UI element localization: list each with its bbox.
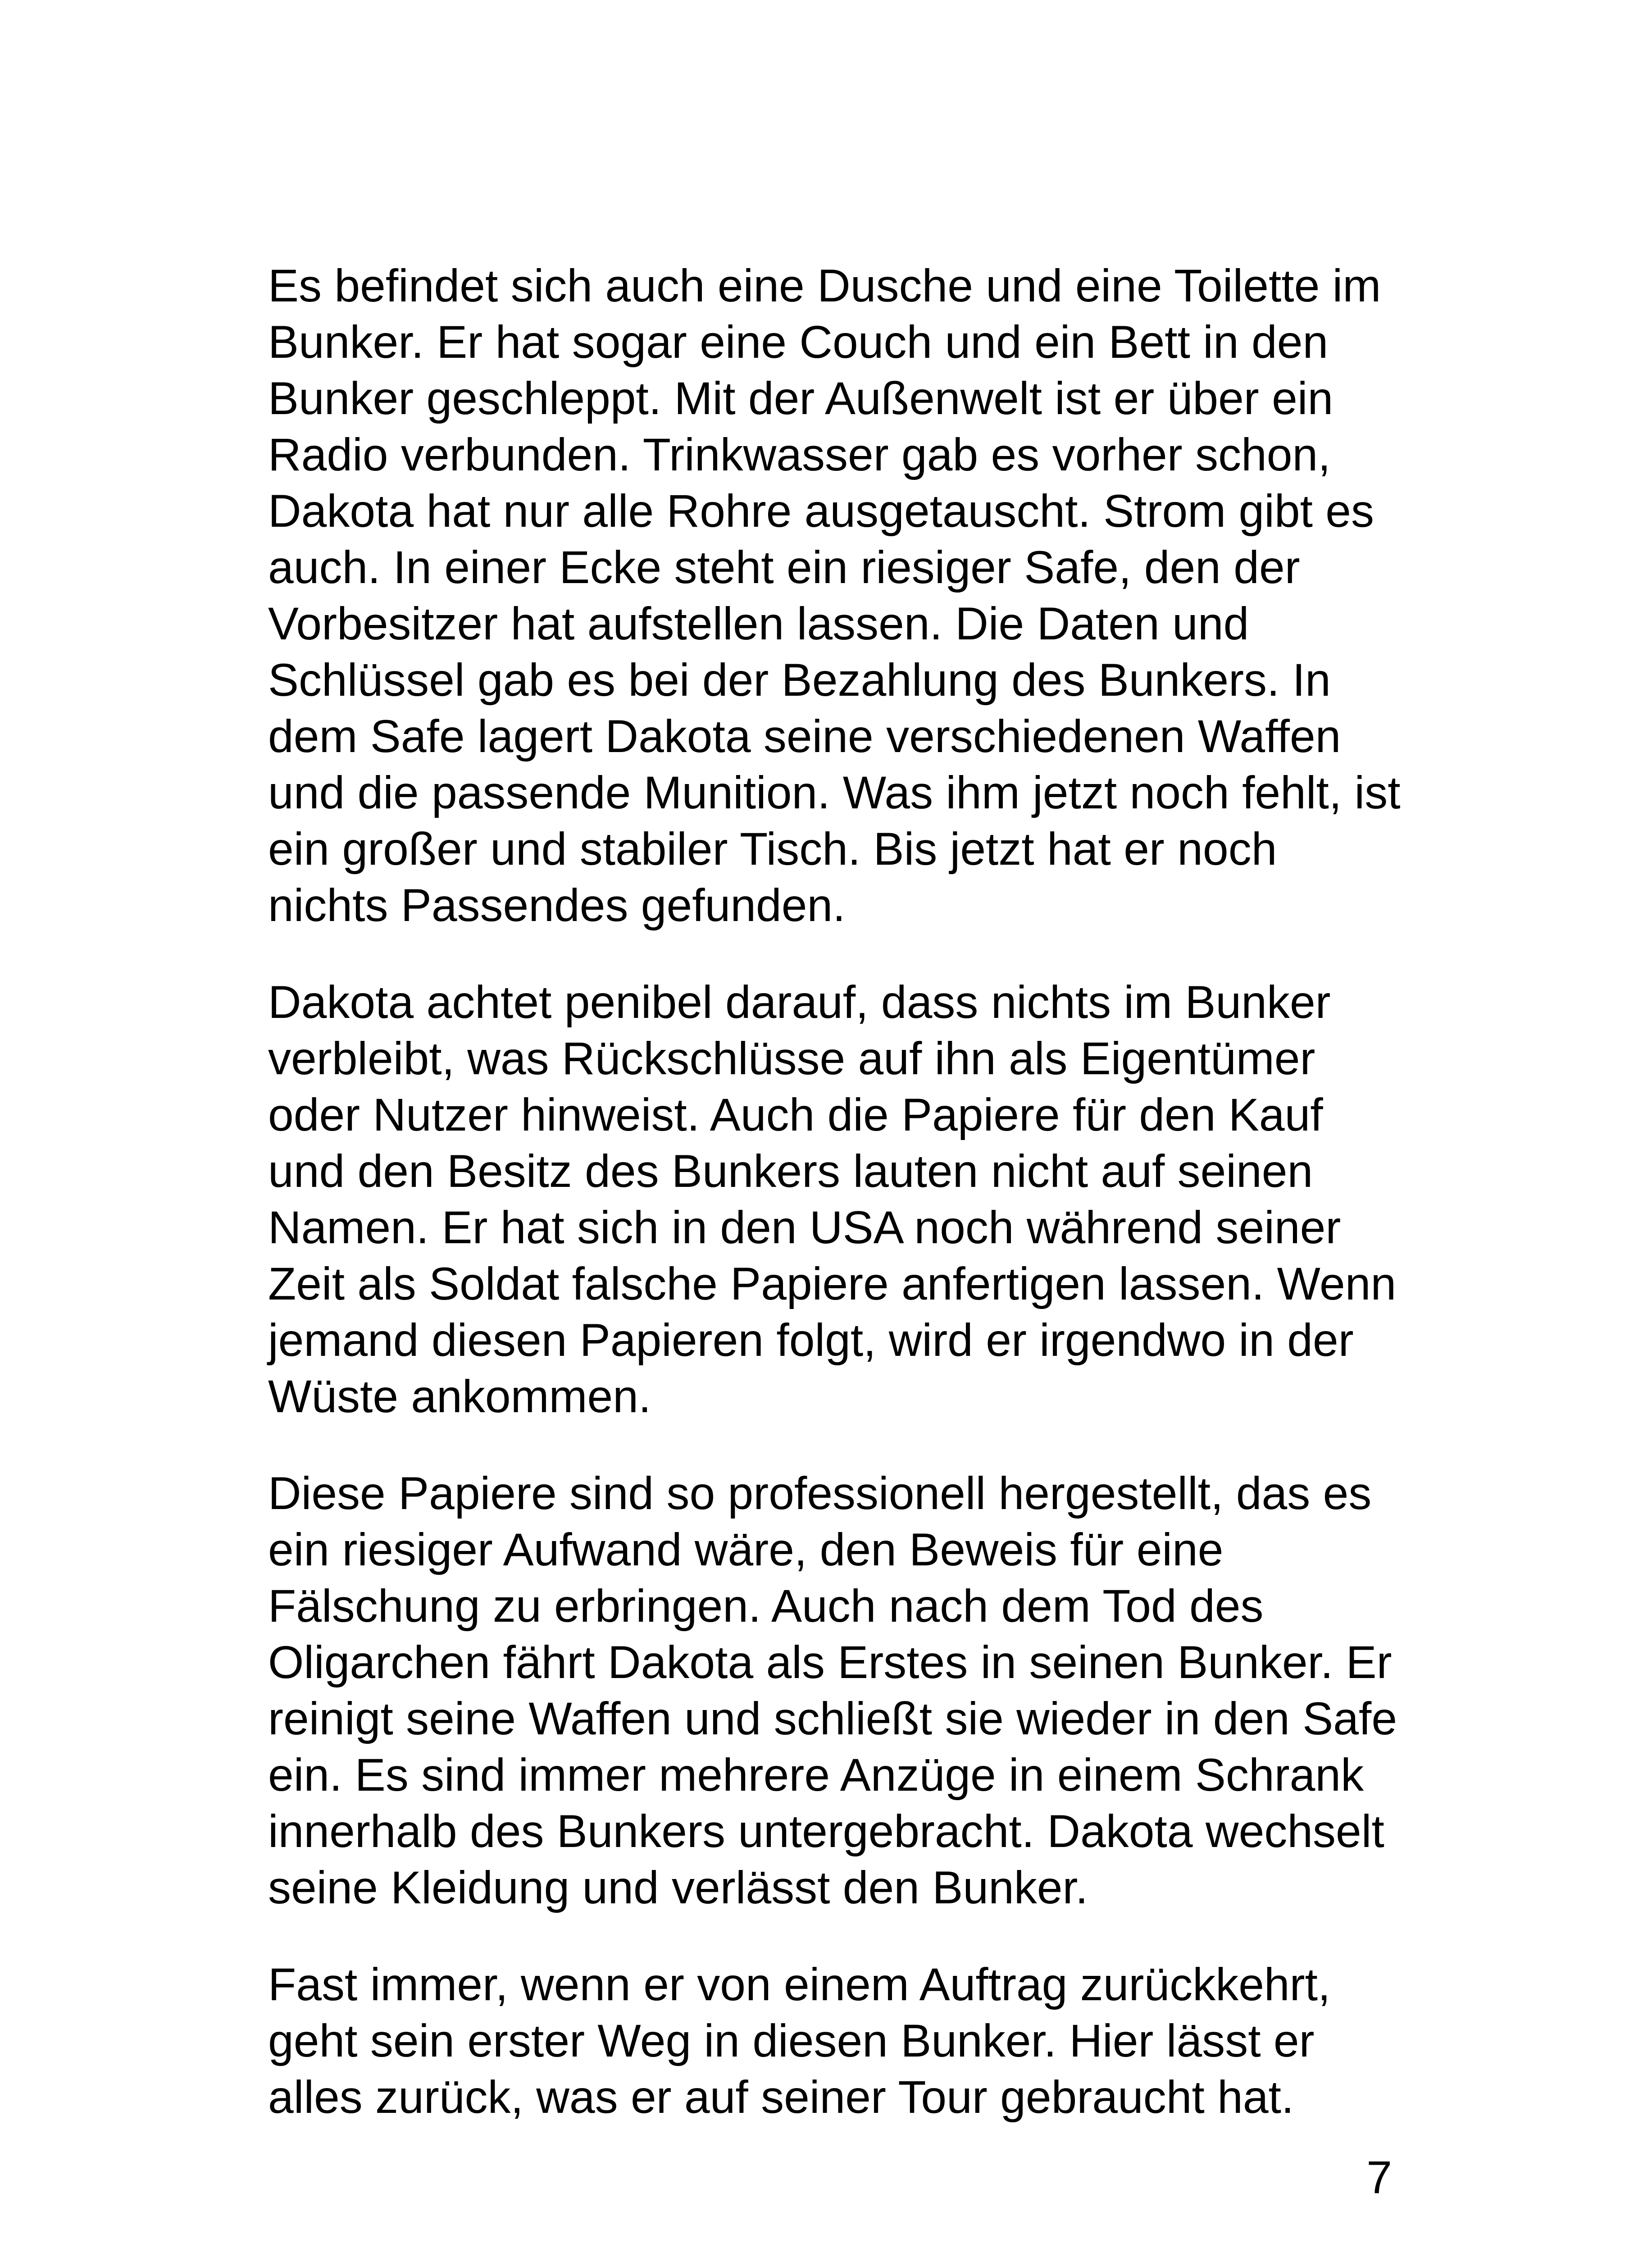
text-line: Dakota hat nur alle Rohre ausgetauscht. Strom gibt es: [268, 485, 1374, 537]
text-line: innerhalb des Bunkers untergebracht. Dakota wechselt: [268, 1806, 1384, 1857]
paragraph-1: [268, 258, 1421, 934]
text-line: geht sein erster Weg in diesen Bunker. Hier lässt er: [268, 2015, 1315, 2066]
text-line: Namen. Er hat sich in den USA noch während seiner: [268, 1202, 1341, 1253]
page-number: 7: [1366, 2152, 1392, 2203]
text-line: alles zurück, was er auf seiner Tour gebraucht hat.: [268, 2071, 1294, 2123]
text-line: Bunker. Er hat sogar eine Couch und ein Bett in den: [268, 316, 1329, 368]
text-line: Vorbesitzer hat aufstellen lassen. Die Daten und: [268, 598, 1249, 649]
text-line: Fast immer, wenn er von einem Auftrag zurückkehrt,: [268, 1959, 1331, 2010]
text-line: Dakota achtet penibel darauf, dass nichts im Bunker: [268, 976, 1331, 1028]
text-line: ein. Es sind immer mehrere Anzüge in einem Schrank: [268, 1749, 1364, 1801]
text-line: ein riesiger Aufwand wäre, den Beweis für eine: [268, 1524, 1224, 1575]
text-line: Zeit als Soldat falsche Papiere anfertigen lassen. Wenn: [268, 1258, 1397, 1309]
text-line: oder Nutzer hinweist. Auch die Papiere für den Kauf: [268, 1089, 1323, 1140]
text-line: dem Safe lagert Dakota seine verschiedenen Waffen: [268, 711, 1341, 762]
text-line: seine Kleidung und verlässt den Bunker.: [268, 1862, 1088, 1913]
paragraph-4: [268, 1957, 1421, 2125]
text-line: verbleibt, was Rückschlüsse auf ihn als Eigentümer: [268, 1033, 1315, 1084]
text-line: Wüste ankommen.: [268, 1371, 651, 1422]
text-line: ein großer und stabiler Tisch. Bis jetzt hat er noch: [268, 823, 1277, 875]
text-line: auch. In einer Ecke steht ein riesiger Safe, den der: [268, 542, 1300, 593]
text-line: Es befindet sich auch eine Dusche und eine Toilette im: [268, 260, 1381, 311]
text-line: Schlüssel gab es bei der Bezahlung des Bunkers. In: [268, 654, 1331, 706]
paragraph-2: [268, 974, 1421, 1425]
text-line: nichts Passendes gefunden.: [268, 880, 846, 931]
paragraph-3: [268, 1465, 1421, 1916]
text-line: jemand diesen Papieren folgt, wird er irgendwo in der: [268, 1314, 1354, 1366]
text-line: und die passende Munition. Was ihm jetzt noch fehlt, ist: [268, 767, 1401, 818]
text-line: Oligarchen fährt Dakota als Erstes in seinen Bunker. Er: [268, 1637, 1392, 1688]
body-text: [268, 258, 1421, 2166]
text-line: Diese Papiere sind so professionell hergestellt, das es: [268, 1468, 1372, 1519]
text-line: Fälschung zu erbringen. Auch nach dem Tod des: [268, 1580, 1264, 1632]
text-line: Bunker geschleppt. Mit der Außenwelt ist er über ein: [268, 373, 1333, 424]
text-line: reinigt seine Waffen und schließt sie wieder in den Safe: [268, 1693, 1397, 1744]
text-line: und den Besitz des Bunkers lauten nicht auf seinen: [268, 1145, 1313, 1197]
text-line: Radio verbunden. Trinkwasser gab es vorher schon,: [268, 429, 1331, 480]
